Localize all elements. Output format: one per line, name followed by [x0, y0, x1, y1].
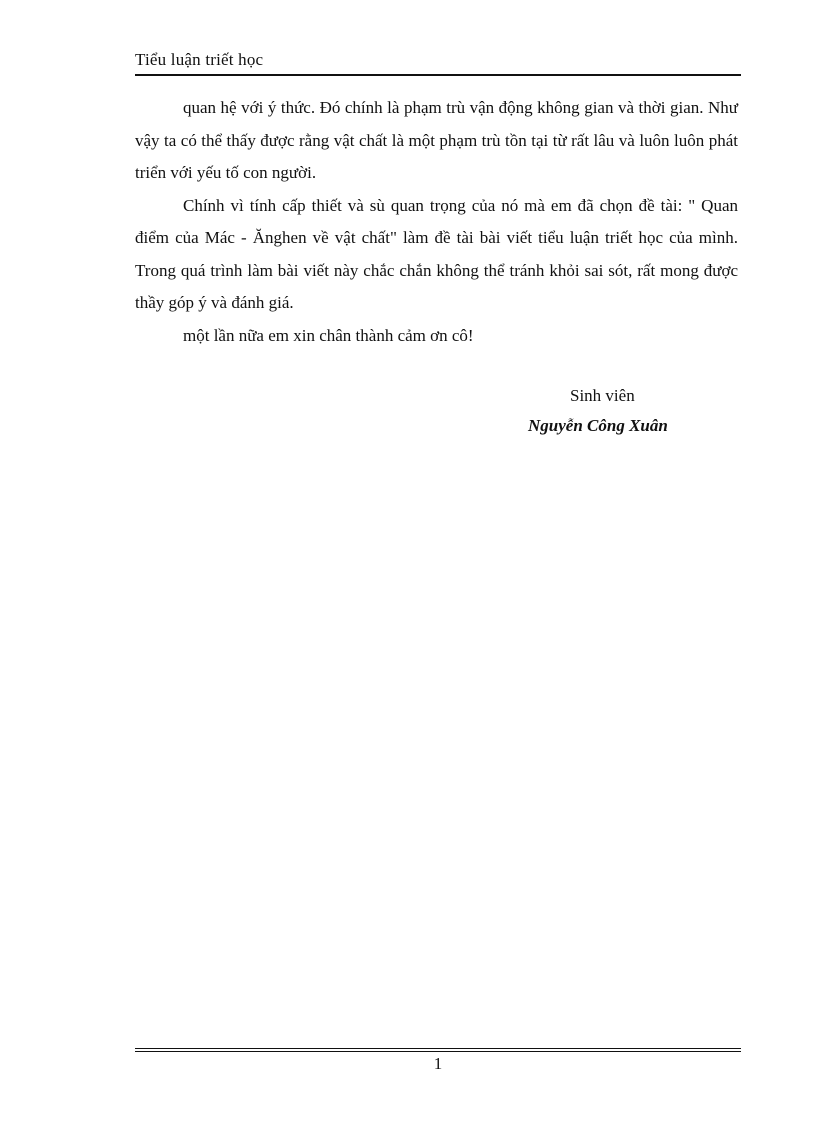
paragraph-1: quan hệ với ý thức. Đó chính là phạm trù vận động không gian và thời gian. Như vậy ta có thể thấy được rằng vật chất là một phạm trù tồn tại từ rất lâu và luôn luôn phát triển với yếu tố con người.	[135, 98, 738, 182]
page-header	[135, 48, 741, 76]
footer-rule-top	[135, 1048, 741, 1049]
paragraph-2: Chính vì tính cấp thiết và sù quan trọng của nó mà em đã chọn đề tài: " Quan điểm của Mác - Ănghen về vật chất" làm đề tài bài viết tiểu luận triết học của mình. Trong quá trình làm bài viết này chắc chắn không thể tránh khỏi sai sót, rất mong được thầy góp ý và đánh giá.	[135, 195, 738, 312]
signature-role: Sinh viên	[570, 386, 635, 405]
footer-rule-bottom	[135, 1051, 741, 1052]
document-body	[135, 92, 738, 435]
paragraph-3: một lần nữa em xin chân thành cảm ơn cô!	[183, 325, 474, 345]
header-title: Tiểu luận triết học	[135, 50, 264, 69]
page-footer	[135, 1048, 741, 1088]
signature-block	[135, 380, 738, 460]
signature-name: Nguyễn Công Xuân	[528, 416, 668, 435]
page-number: 1	[433, 1054, 443, 1073]
